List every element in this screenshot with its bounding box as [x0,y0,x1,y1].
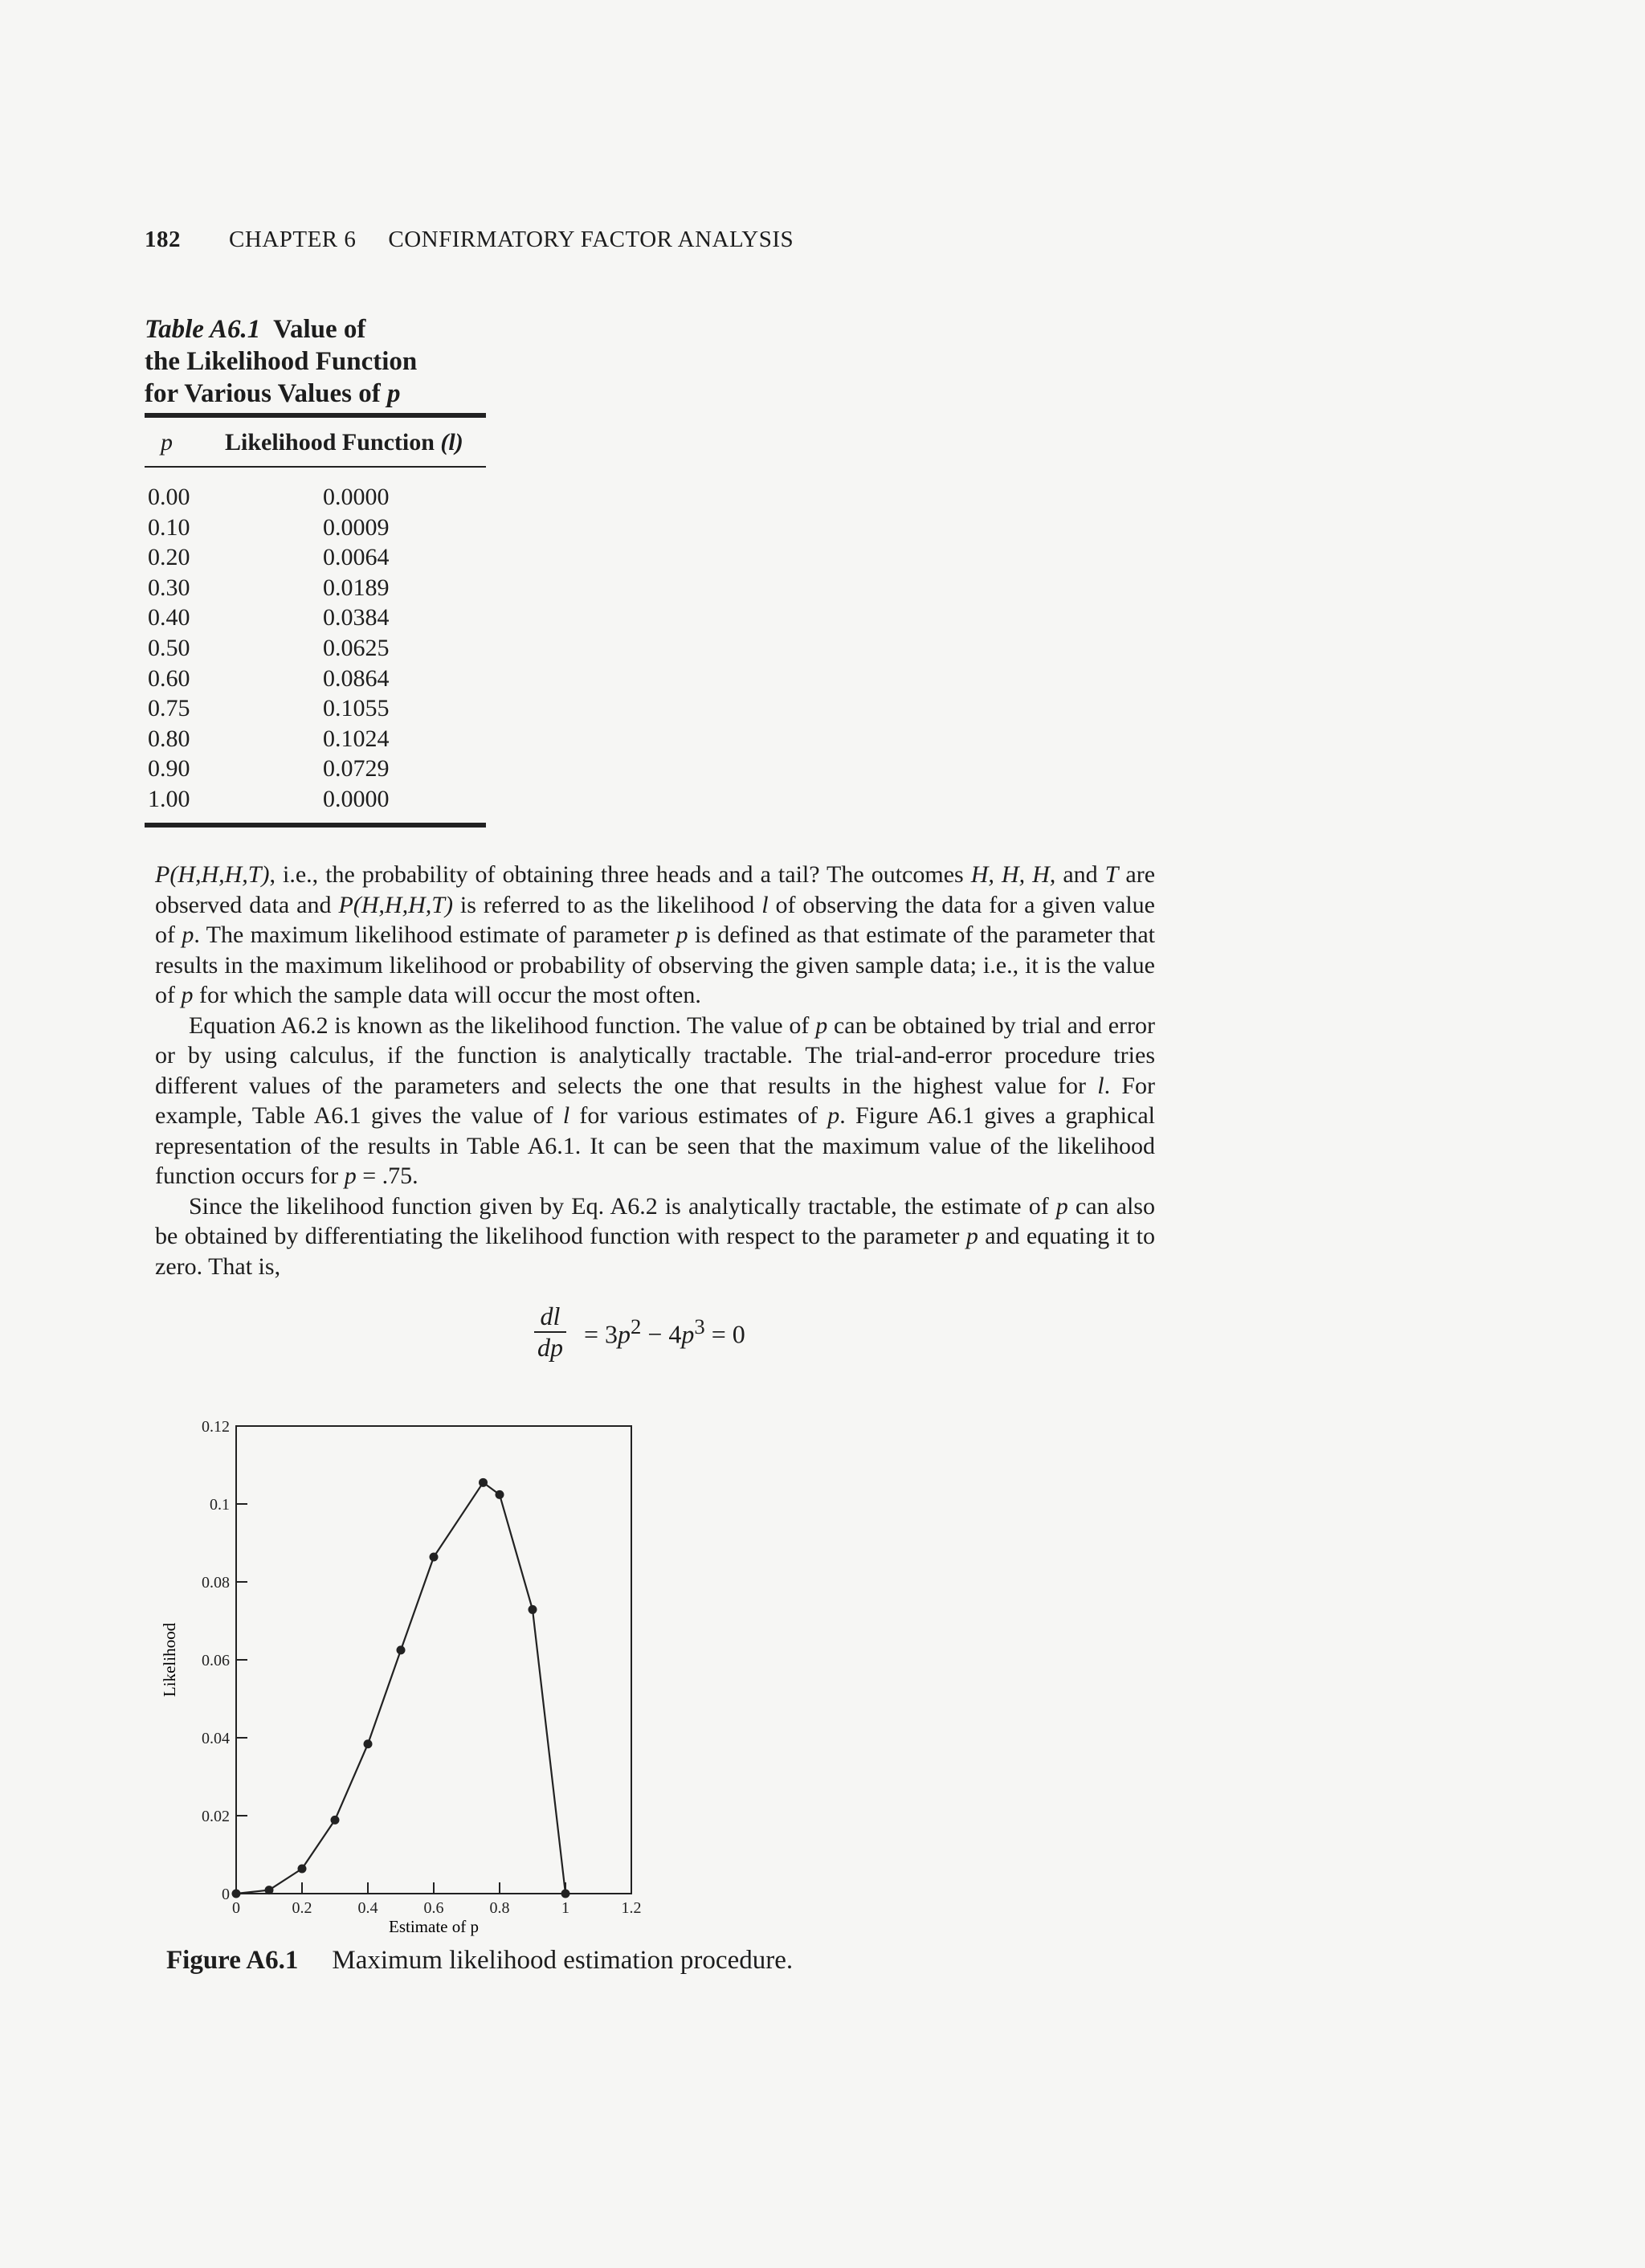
cell-p: 0.90 [148,755,190,783]
table-bottom-rule [145,823,486,828]
equation-rhs [584,1314,745,1350]
table-caption-text-3: for Various Values of [145,379,381,408]
cell-l: 0.0000 [323,785,390,812]
math-l: l [1097,1072,1104,1099]
cell-l: 0.0064 [323,544,390,571]
data-point [479,1478,488,1487]
x-tick-label: 0.4 [357,1899,378,1917]
table-row [145,695,490,725]
text-run: = .75. [356,1163,418,1189]
data-point [265,1886,274,1894]
text-run: for various estimates of [569,1102,828,1129]
text-run: of observing the data for a given value of [155,891,1155,948]
data-point [364,1739,373,1748]
data-point [529,1605,537,1614]
cell-p: 0.80 [148,725,190,752]
table-caption [145,313,498,410]
x-axis-label: Estimate of p [389,1917,479,1936]
data-point [397,1645,406,1654]
math-phhht: P(H,H,H,T) [338,891,453,918]
table-row [145,755,490,786]
table-row [145,514,490,545]
y-tick-label: 0.04 [202,1730,230,1747]
data-point [496,1490,504,1499]
column-header-p: p [161,429,173,456]
text-run: can also be obtained by differentiating the likelihood function with respect to the parameter [155,1192,1155,1249]
table-caption-text-2: the Likelihood Function [145,347,418,376]
cell-l: 0.0625 [323,634,390,661]
math-p: p [815,1011,828,1039]
table-top-rule [145,413,486,418]
data-point [232,1890,241,1898]
chapter-title: CONFIRMATORY FACTOR ANALYSIS [388,227,794,252]
text-run: can be obtained by trial and error or by using calculus, if the function is analytically tractable. The trial-and-error procedure tries different values of the parameters and selects the one that results in the highest value for [155,1011,1155,1099]
math-p: p [827,1102,840,1129]
x-tick-label: 1.2 [621,1899,642,1917]
cell-l: 0.0189 [323,574,390,601]
cell-l: 0.0009 [323,513,390,541]
math-l: l [761,891,769,918]
eq-var: p [618,1319,631,1349]
x-tick-label: 0 [232,1899,240,1917]
x-axis-ticks [232,1882,642,1917]
fraction-numerator: dl [534,1302,566,1333]
y-tick-label: 0.12 [202,1418,230,1436]
text-run: . The maximum likelihood estimate of parameter [194,922,676,948]
math-p: p [181,982,194,1008]
math-hhh: H, H, H, [970,861,1056,888]
text-run: and [1055,861,1105,888]
page-number: 182 [145,227,181,252]
cell-p: 0.20 [148,544,190,571]
table-header-rule [145,466,486,468]
eq-text: = 0 [704,1319,745,1349]
math-l: l [562,1102,570,1129]
x-tick-label: 0.6 [423,1899,444,1917]
column-header-likelihood-symbol: (l) [440,429,463,456]
cell-p: 0.75 [148,695,190,722]
text-run: . For example, Table A6.1 gives the value of [155,1072,1155,1129]
plot-frame [236,1426,631,1894]
x-tick-label: 1 [561,1899,569,1917]
x-tick-label: 0.8 [489,1899,510,1917]
table-body [145,484,490,816]
text-run: Since the likelihood function given by Eq. A6.2 is analytically tractable, the estimate of [189,1192,1056,1220]
math-phhht: P(H,H,H,T) [155,861,270,888]
math-p: p [676,922,688,948]
table-row [145,484,490,514]
table-row [145,725,490,756]
cell-p: 0.50 [148,634,190,661]
series-points [232,1478,570,1898]
cell-l: 0.0384 [323,604,390,631]
series-line [236,1482,565,1894]
math-p: p [344,1163,357,1189]
table-caption-var: p [386,379,401,408]
likelihood-chart [145,1414,675,1944]
paragraph-3 [155,1191,1155,1282]
y-axis-ticks [202,1418,247,1903]
cell-l: 0.1024 [323,725,390,752]
eq-exponent: 2 [631,1314,642,1339]
table-row [145,544,490,574]
column-header-likelihood [225,429,463,456]
body-text [155,860,1155,1281]
cell-p: 0.00 [148,484,190,510]
table-caption-text-1: Value of [273,315,366,344]
paragraph-2 [155,1011,1155,1191]
cell-p: 1.00 [148,785,190,812]
math-t: T [1104,861,1119,888]
text-run: are observed data and [155,861,1156,918]
text-run: Equation A6.2 is known as the likelihood function. The value of [189,1011,816,1039]
cell-p: 0.30 [148,574,190,601]
table-row [145,574,490,605]
table-row [145,786,490,816]
text-run: is defined as that estimate of the parameter that results in the maximum likelihood or probability of observing the given sample data; i.e., it is the value of [155,922,1155,1008]
math-p: p [1055,1192,1068,1220]
paragraph-1 [155,860,1155,1011]
figure-caption [166,1946,793,1976]
table-row [145,665,490,696]
y-tick-label: 0.02 [202,1808,230,1825]
math-p: p [965,1223,978,1249]
chapter-label: CHAPTER 6 [229,227,357,252]
y-tick-label: 0.08 [202,1574,230,1592]
cell-l: 0.0729 [323,755,390,783]
data-point [430,1552,439,1561]
column-header-likelihood-text: Likelihood Function [225,429,435,456]
y-axis-label: Likelihood [160,1622,179,1698]
figure-caption-text: Maximum likelihood estimation procedure. [332,1946,794,1975]
data-point [298,1864,307,1873]
cell-p: 0.10 [148,513,190,541]
table-caption-label: Table A6.1 [145,315,261,344]
table-row [145,635,490,665]
derivative-fraction [534,1302,566,1363]
cell-l: 0.0000 [323,484,390,510]
data-point [331,1816,340,1825]
y-tick-label: 0.1 [210,1496,230,1514]
cell-p: 0.40 [148,604,190,631]
x-tick-label: 0.2 [292,1899,312,1917]
y-tick-label: 0 [222,1886,230,1903]
eq-text: = 3 [584,1319,618,1349]
data-point [561,1890,570,1898]
table-row [145,604,490,635]
cell-l: 0.1055 [323,695,390,722]
equation [534,1302,745,1363]
y-tick-label: 0.06 [202,1652,230,1669]
text-run: for which the sample data will occur the most often. [193,982,701,1008]
text-run: is referred to as the likelihood [452,891,762,918]
eq-exponent: 3 [694,1314,705,1339]
cell-l: 0.0864 [323,664,390,692]
text-run: , i.e., the probability of obtaining three heads and a tail? The outcomes [269,861,971,888]
figure-label: Figure A6.1 [166,1946,299,1975]
text-run: . Figure A6.1 gives a graphical representation of the results in Table A6.1. It can be seen that the maximum value of the likelihood function occurs for [155,1102,1155,1189]
eq-var: p [681,1319,695,1349]
eq-text: − 4 [641,1319,682,1349]
running-head [145,227,794,253]
cell-p: 0.60 [148,664,190,692]
fraction-denominator: dp [537,1333,563,1362]
text-run: and equating it to zero. That is, [155,1223,1155,1280]
math-p: p [182,922,194,948]
